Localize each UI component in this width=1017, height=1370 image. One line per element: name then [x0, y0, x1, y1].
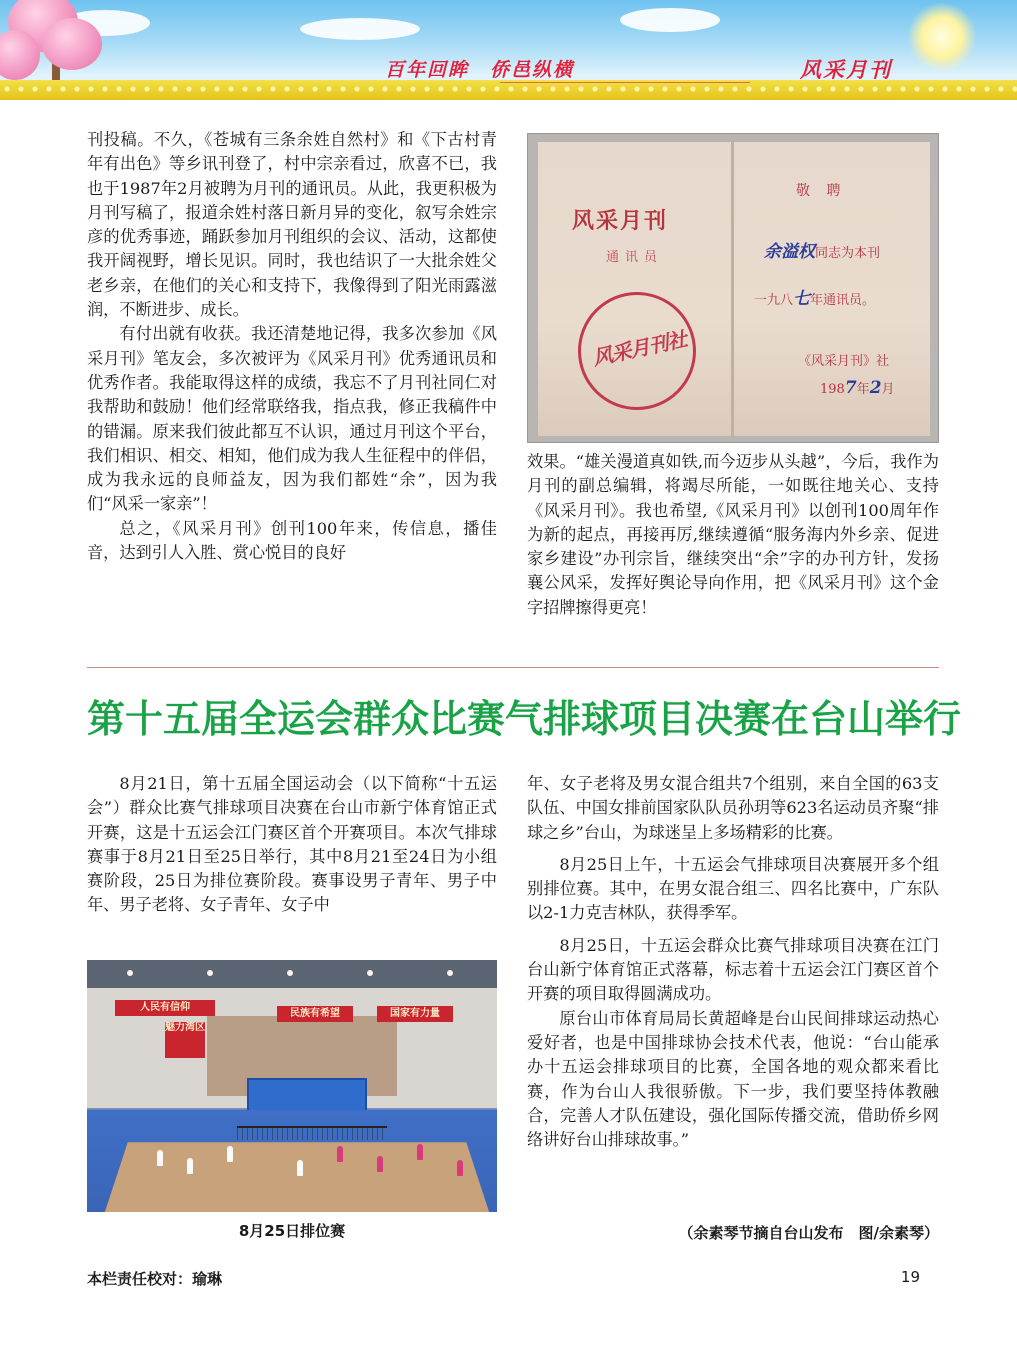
- paragraph: 效果。“雄关漫道真如铁,而今迈步从头越”，今后，我作为月刊的副总编辑，将竭尽所能，一如既往地关心、支持《风采月刊》。我也希望,《风采月刊》以创刊100周年作为新的起点，再接再厉,继续遵循“服务海内外乡亲、促进家乡建设”办刊宗旨，继续突出“余”字的办刊方针，发扬襄公风采，发挥好舆论导向作用，把《风采月刊》这个金字招牌擦得更亮！: [527, 452, 939, 617]
- certificate-role: 通讯员: [606, 250, 664, 265]
- cloud-decoration: [620, 8, 720, 32]
- certificate-line-2: [754, 284, 875, 309]
- handwritten-digit: 7: [844, 378, 857, 398]
- certificate-hire: 敬 聘: [796, 183, 847, 199]
- certificate-text: 年: [856, 382, 870, 397]
- ceiling-light: [447, 970, 453, 976]
- certificate-photo: [527, 133, 939, 443]
- blossom-tree: [42, 18, 102, 70]
- header-banner: [0, 0, 1017, 100]
- sun-decoration: [907, 2, 977, 72]
- paragraph: 8月21日，第十五届全国运动会（以下简称“十五运会”）群众比赛气排球项目决赛在台山市新宁体育馆正式开赛，这是十五运会江门赛区首个开赛项目。本次气排球赛事于8月21日至25日举行，其中8月21至24日为小组赛阶段，25日为排位赛阶段。赛事设男子青年、男子中年、男子老将、女子青年、女子中: [87, 774, 497, 915]
- banner-sign: 国家有力量: [377, 1006, 453, 1022]
- paragraph: 原台山市体育局局长黄超峰是台山民间排球运动热心爱好者，也是中国排球协会技术代表，他说：“台山能承办十五运会排球项目的比赛，全国各地的观众都来看比赛，作为台山人我很骄傲。下一步，我们要坚持体教融合，完善人才队伍建设，强化国际传播交流，借助侨乡网络讲好台山排球故事。”: [527, 1008, 939, 1150]
- paragraph: 年、女子老将及男女混合组共7个组别，来自全国的63支队伍、中国女排前国家队队员孙玥等623名运动员齐聚“排球之乡”台山，为球迷呈上多场精彩的比赛。: [527, 774, 939, 842]
- player-figure: [297, 1160, 303, 1176]
- ceiling-light: [127, 970, 133, 976]
- certificate-text: 同志为本刊: [815, 246, 881, 261]
- certificate-text: 月: [881, 382, 895, 397]
- certificate-date: [820, 378, 895, 398]
- certificate-text: 198: [820, 382, 845, 397]
- paragraph: 8月25日，十五运会群众比赛气排球项目决赛在江门台山新宁体育馆正式落幕，标志着十五运会江门赛区首个开赛的项目取得圆满成功。: [527, 935, 939, 1004]
- banner-rule: [500, 82, 750, 83]
- article2-column-left: [87, 772, 497, 918]
- player-figure: [377, 1156, 383, 1172]
- handwritten-digit: 2: [869, 378, 882, 398]
- article-source: （余素琴节摘自台山发布 图/余素琴）: [678, 1224, 939, 1242]
- handwritten-year: 七: [793, 289, 811, 309]
- certificate-text: 一九八: [754, 293, 794, 308]
- paragraph: 总之，《风采月刊》创刊100年来，传信息，播佳音，达到引人入胜、赏心悦目的良好: [87, 518, 497, 563]
- banner-sign: 魅力湾区: [165, 1022, 205, 1058]
- article2-column-right: [527, 772, 939, 1152]
- flower-dots: [0, 84, 1017, 96]
- red-seal: [567, 281, 707, 421]
- certificate-cover: [538, 142, 732, 436]
- cloud-decoration: [300, 18, 420, 40]
- paragraph: 有付出就有收获。我还清楚地记得，我多次参加《风采月刊》笔友会，多次被评为《风采月刊》优秀通讯员和优秀作者。我能取得这样的成绩，我忘不了月刊社同仁对我帮助和鼓励！他们经常联络我，指点我，修正我稿件中的错漏。原来我们彼此都互不认识，通过月刊这个平台，我们相识、相交、相知，他们成为我人生征程中的伴侣，成为我永远的良师益友，因为我们都姓“余”，因为我们“风采一家亲”！: [87, 324, 497, 514]
- certificate-issuer: 《风采月刊》社: [798, 354, 890, 369]
- volleyball-net: [237, 1126, 387, 1140]
- player-figure: [337, 1146, 343, 1162]
- section-divider: [87, 667, 939, 668]
- player-figure: [187, 1158, 193, 1174]
- page-number: 19: [900, 1268, 920, 1286]
- ceiling-light: [287, 970, 293, 976]
- player-figure: [227, 1146, 233, 1162]
- ceiling-light: [367, 970, 373, 976]
- certificate-text: 年通讯员。: [810, 293, 876, 308]
- article2-headline: 第十五届全运会群众比赛气排球项目决赛在台山举行: [87, 696, 962, 741]
- banner-slogan: 百年回眸 侨邑纵横: [385, 59, 575, 81]
- seal-text: 风采月刊社: [590, 326, 689, 371]
- volleyball-photo: [87, 960, 497, 1212]
- handwritten-name: 余溢权: [764, 242, 815, 262]
- paragraph: 8月25日上午，十五运会气排球项目决赛展开多个组别排位赛。其中，在男女混合组三、四名比赛中，广东队以2-1力克吉林队，获得季军。: [527, 854, 939, 923]
- paragraph: 刊投稿。不久，《苍城有三条余姓自然村》和《下古村青年有出色》等乡讯刊登了，村中宗亲看过，欣喜不已，我也于1987年2月被聘为月刊的通讯员。从此，我更积极为月刊写稿了，报道余姓村落日新月异的变化，叙写余姓宗彦的优秀事迹，踊跃参加月刊组织的会议、活动，这都使我开阔视野，增长见识。同时，我也结识了一大批余姓父老乡亲，在他们的关心和支持下，我像得到了阳光雨露滋润，不断进步、成长。: [87, 130, 497, 320]
- player-figure: [157, 1150, 163, 1166]
- ceiling-light: [207, 970, 213, 976]
- photo-caption: 8月25日排位赛: [238, 1222, 346, 1240]
- banner-sign: 民族有希望: [277, 1006, 353, 1022]
- player-figure: [457, 1160, 463, 1176]
- certificate-line-1: [764, 237, 880, 262]
- banner-sign: 人民有信仰: [115, 1000, 215, 1016]
- player-figure: [417, 1144, 423, 1160]
- article1-column-right: [527, 450, 939, 620]
- certificate-inner: [734, 142, 930, 436]
- article1-column-left: [87, 128, 497, 565]
- proofreader-credit: 本栏责任校对：瑜琳: [87, 1270, 223, 1288]
- magazine-brand: 风采月刊: [800, 57, 892, 82]
- certificate-title: 风采月刊: [572, 208, 669, 234]
